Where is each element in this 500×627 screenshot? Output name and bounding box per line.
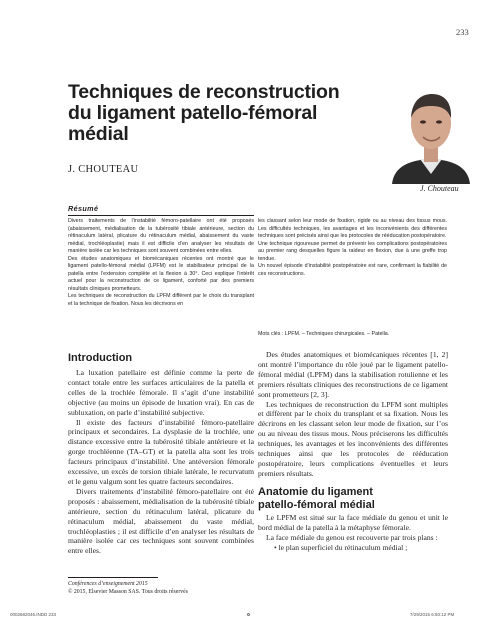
anatomy-heading-line-1: Anatomie du ligament bbox=[258, 486, 373, 498]
bullet-item: • le plan superficiel du rétinaculum médial ; bbox=[274, 542, 408, 552]
keywords: Mots clés : LPFM. – Techniques chirurgicales. – Patella. bbox=[258, 331, 390, 337]
introduction-heading: Introduction bbox=[68, 352, 133, 364]
abstract-paragraph: les classant selon leur mode de fixation, rigide ou au niveau des tissus mous. Les difficultés techniques, les avantages et les inconvénients des différentes techniques sont précisés ainsi que les protocoles de rééducation postopératoire. bbox=[258, 218, 447, 239]
body-paragraph: La face médiale du genou est recouverte par trois plans : bbox=[266, 532, 438, 542]
introduction-left-column bbox=[68, 368, 254, 556]
body-paragraph: Il existe des facteurs d’instabilité fémoro-patellaire principaux et secondaires. La dysplasie de la trochlée, une distance excessive entre la tubérosité tibiale antérieure et la gorge trochléenne (TA–GT) et la patella alta sont les trois facteurs principaux d’instabilité. Une antéversion fémorale excessive, un excès de torsion tibiale latérale, le recurvatum et le genu valgum sont les quatre facteurs secondaires. bbox=[68, 417, 254, 486]
page-number: 233 bbox=[456, 27, 469, 37]
title-line-2: du ligament patello-fémoral bbox=[68, 102, 318, 124]
title-line-1: Techniques de reconstruction bbox=[68, 81, 340, 103]
abstract-paragraph: Une technique rigoureuse permet de prévenir les complications postopératoires au premier rang desquelles figure la raideur en flexion, due à une greffe trop tendue. bbox=[258, 240, 447, 262]
anatomy-heading bbox=[258, 486, 375, 512]
abstract-paragraph: Les techniques de reconstruction du LPFM diffèrent par le choix du transplant et la technique de fixation. Nous les décrivons en bbox=[68, 293, 254, 307]
resume-heading: Résumé bbox=[68, 204, 254, 216]
anatomy-column bbox=[258, 513, 448, 553]
article-title bbox=[68, 82, 368, 145]
registration-mark bbox=[247, 613, 250, 616]
print-timestamp: 7/29/2015 6:50:12 PM bbox=[410, 612, 455, 617]
footer-rule bbox=[68, 577, 158, 578]
anatomy-heading-line-2: patello-fémoral médial bbox=[258, 499, 375, 511]
journal-name: Conférences d’enseignement 2015 bbox=[68, 581, 148, 587]
abstract-paragraph: Divers traitements de l’instabilité fémoro-patellaire ont été proposés (abaissement, médialisation de la tubérosité tibiale antérieure, section du rétinaculum latéral, plicature du rétinaculum médial, abaissement du vaste médial, trochléoplastie) mais il est difficile d’en analyser les résultats de manière isolée car les techniques sont souvent combinées entre elles. bbox=[68, 218, 254, 254]
abstract-paragraph: Des études anatomiques et biomécaniques récentes ont montré que le ligament patello-fémoral médial (LPFM) est le stabilisateur principal de la patella entre l’extension complète et la flexion à 30°. Ceci explique l’intérêt actuel pour la reconstruction de ce ligament, conforté par des premiers résultats cliniques prometteurs. bbox=[68, 255, 254, 292]
author-portrait-image bbox=[384, 80, 478, 184]
introduction-right-column bbox=[258, 350, 448, 479]
title-line-3: médial bbox=[68, 123, 129, 145]
abstract-right-column bbox=[258, 218, 447, 278]
author-photo bbox=[384, 80, 478, 184]
body-paragraph: Des études anatomiques et biomécaniques récentes [1, 2] ont montré l’importance du rôle joué par le ligament patello-fémoral médial (LPFM) dans la stabilisation rotulienne et les premiers résultats cliniques des reconstructions de ce ligament sont prometteurs [2, 3]. bbox=[258, 350, 448, 399]
abstract-left-column bbox=[68, 218, 254, 308]
body-paragraph: Le LPFM est situé sur la face médiale du genou et unit le bord médial de la patella à la métaphyse fémorale. bbox=[258, 513, 448, 532]
body-paragraph: Les techniques de reconstruction du LPFM sont multiples et diffèrent par le choix du transplant et sa fixation. Nous les décrirons en les classant selon leur mode de fixation, sur l’os ou au niveau des tissus mous. Nous préciserons les difficultés techniques, les avantages et les inconvénients des différentes techniques ainsi que les protocoles de rééducation postopératoire, leurs complications éventuelles et leurs premiers résultats. bbox=[258, 399, 448, 478]
copyright: © 2015, Elsevier Masson SAS. Tous droits réservés bbox=[68, 589, 188, 595]
photo-caption: J. Chouteau bbox=[420, 184, 459, 193]
author-name: J. CHOUTEAU bbox=[68, 164, 139, 175]
print-file-label: 0002682046.INDD 233 bbox=[10, 612, 57, 617]
abstract-paragraph: Un nouvel épisode d’instabilité postopératoire est rare, confirmant la fiabilité de ces reconstructions. bbox=[258, 263, 447, 277]
body-paragraph: La luxation patellaire est définie comme la perte de contact totale entre les surfaces articulaires de la patella et celles de la trochlée fémorale. Il s’agit d’une instabilité objective (au moins un épisode de luxation vrai). En cas de subluxation, on parle d’instabilité subjective. bbox=[68, 368, 254, 417]
page-footer bbox=[68, 580, 188, 596]
body-paragraph: Divers traitements d’instabilité fémoro-patellaire ont été proposés : abaissement, médialisation de la tubérosité tibiale antérieure, section du rétinaculum latéral, plicature du rétinaculum médial, abaissement du vaste médial, trochléoplasties ; il est difficile d’en analyser les résultats de manière isolée car ces techniques sont souvent combinées entre elles. bbox=[68, 486, 254, 556]
